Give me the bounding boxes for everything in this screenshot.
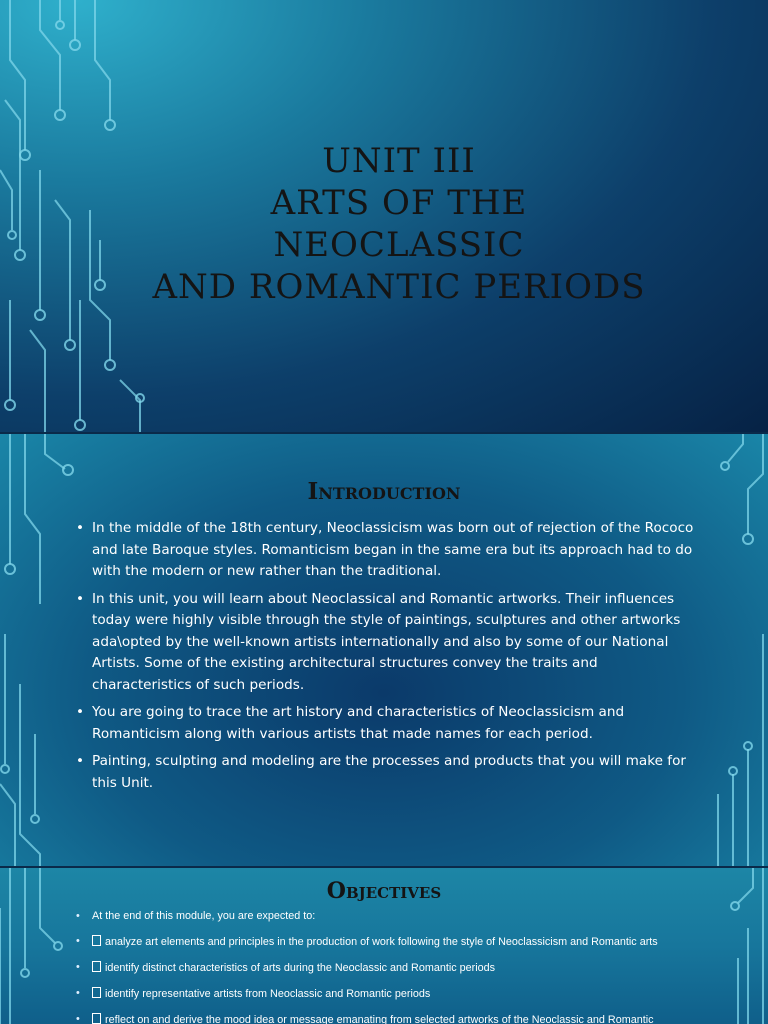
checkbox-glyph-icon	[92, 935, 101, 946]
objectives-slide	[0, 868, 768, 1024]
title-slide	[0, 0, 768, 432]
objective-text: identify representative artists from Neoclassic and Romantic periods	[105, 988, 431, 1000]
intro-bullet: • You are going to trace the art history and characteristics of Neoclassicism and Romanticism along with various artists that made names for each period.	[76, 702, 698, 745]
intro-bullet: • In this unit, you will learn about Neoclassical and Romantic artworks. Their influences today were highly visible through the style of paintings, sculptures and other artworks ada\opted by the well-known artists internationally and also by some of our National Artists. Some of the existing architectural structures convey the traits and characteristics of such periods.	[76, 589, 698, 697]
checkbox-glyph-icon	[92, 961, 101, 972]
objective-text: analyze art elements and principles in the production of work following the style of Neoclassicism and Romantic arts	[105, 936, 658, 948]
title-line-unit: UNIT III	[322, 141, 476, 181]
section-heading: Objectives	[326, 878, 442, 904]
objectives-intro	[76, 910, 708, 923]
objective-item	[76, 987, 708, 1001]
objective-item	[76, 961, 708, 975]
circuit-decoration-left	[0, 0, 160, 432]
checkbox-glyph-icon	[92, 1013, 101, 1024]
title-line-periods: AND ROMANTIC PERIODS	[152, 267, 646, 307]
introduction-bullet-list	[76, 518, 698, 800]
checkbox-glyph-icon	[92, 987, 101, 998]
slide-title	[150, 140, 648, 308]
intro-bullet: • In the middle of the 18th century, Neoclassicism was born out of rejection of the Rococo and late Baroque styles. Romanticism began in the same era but its approach had to do with the modern or new rather than the traditional.	[76, 518, 698, 583]
objective-item	[76, 1013, 708, 1024]
introduction-slide	[0, 434, 768, 866]
objective-item	[76, 935, 708, 949]
objectives-intro-text: At the end of this module, you are expected to:	[92, 910, 316, 922]
objectives-bullet-list	[76, 910, 708, 1024]
intro-bullet: • Painting, sculpting and modeling are the processes and products that you will make for this Unit.	[76, 751, 698, 794]
section-heading: Introduction	[307, 478, 461, 505]
objective-text: identify distinct characteristics of arts during the Neoclassic and Romantic periods	[105, 962, 496, 974]
title-line-arts: ARTS OF THE NEOCLASSIC	[270, 183, 528, 265]
objective-text: reflect on and derive the mood idea or message emanating from selected artworks of the Neoclassic and Romantic	[105, 1014, 654, 1024]
